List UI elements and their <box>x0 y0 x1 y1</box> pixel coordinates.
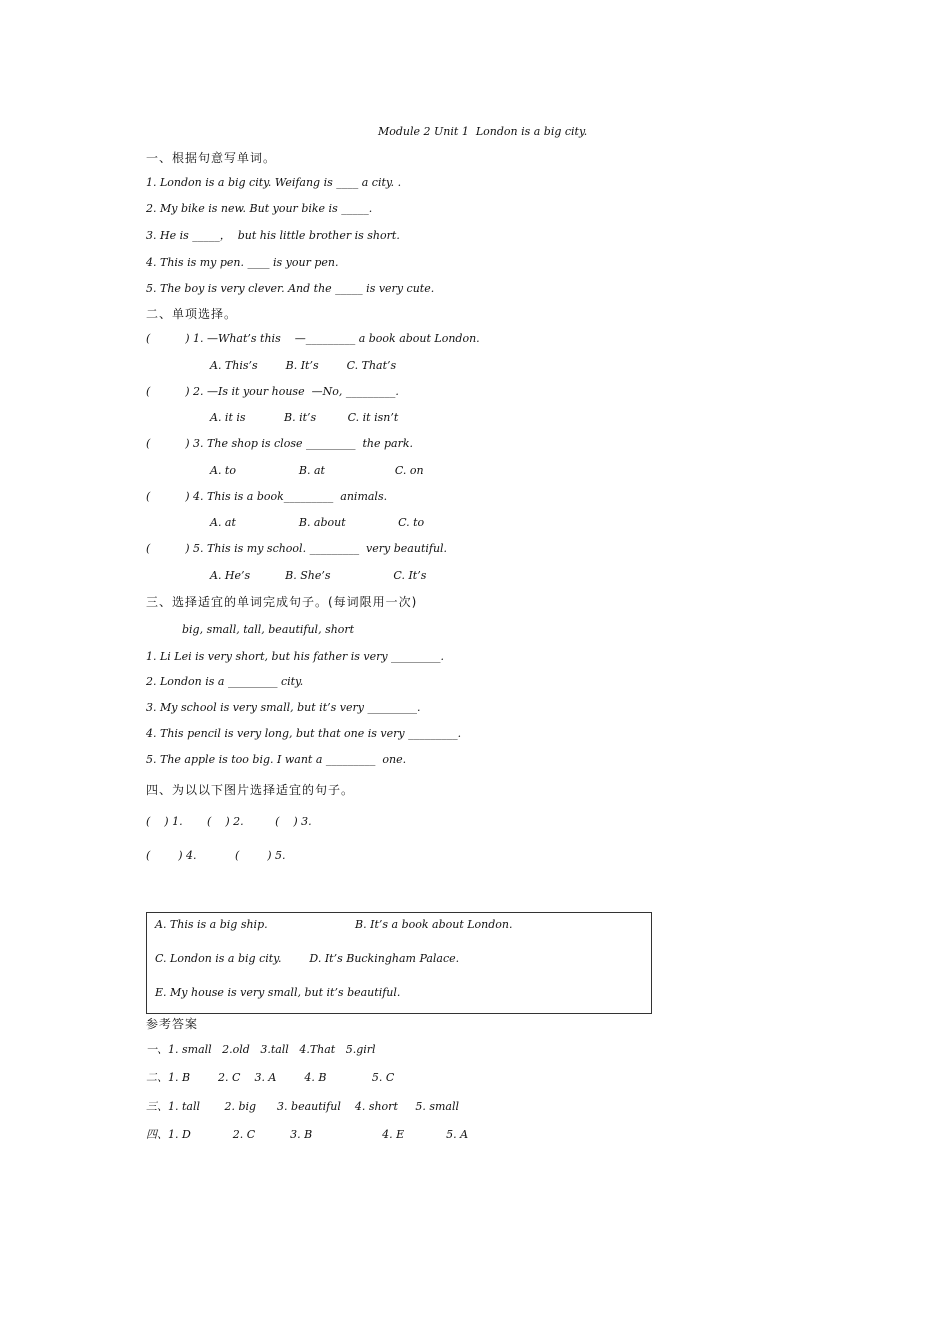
section1-item: 3. He is _____， but his little brother is short. <box>146 229 400 242</box>
answer-blanks-row: ( ) 1. ( ) 2. ( ) 3. <box>146 815 312 828</box>
answer-row: 三、1. tall 2. big 3. beautiful 4. short 5. small <box>146 1100 460 1113</box>
question-options: A. it is B. it’s C. it isn’t <box>210 411 399 424</box>
question-options: A. at B. about C. to <box>210 516 425 529</box>
question-line: ( ) 5. This is my school. _________ very beautiful. <box>146 542 448 555</box>
option-line: A. This is a big ship. B. It’s a book about London. <box>155 918 513 931</box>
option-line: C. London is a big city. D. It’s Buckingham Palace. <box>155 952 460 965</box>
word-bank: big, small, tall, beautiful, short <box>182 623 355 636</box>
answer-row: 四、1. D 2. C 3. B 4. E 5. A <box>146 1128 469 1141</box>
section3-item: 5. The apple is too big. I want a _________ one. <box>146 753 407 766</box>
answer-row: 二、1. B 2. C 3. A 4. B 5. C <box>146 1071 395 1084</box>
question-line: ( ) 1. —What’s this —_________ a book about London. <box>146 332 480 345</box>
section3-item: 3. My school is very small, but it’s very _________. <box>146 701 421 714</box>
section4-heading: 四、为以以下图片选择适宜的句子。 <box>146 783 355 797</box>
section1-heading: 一、根据句意写单词。 <box>146 151 277 165</box>
section3-item: 4. This pencil is very long, but that one is very _________. <box>146 727 462 740</box>
option-line: E. My house is very small, but it’s beautiful. <box>155 986 401 999</box>
question-line: ( ) 3. The shop is close _________ the park. <box>146 437 413 450</box>
section1-item: 4. This is my pen. ____ is your pen. <box>146 256 339 269</box>
question-line: ( ) 4. This is a book_________ animals. <box>146 490 388 503</box>
section1-item: 2. My bike is new. But your bike is _____. <box>146 202 373 215</box>
question-options: A. He’s B. She’s C. It’s <box>210 569 427 582</box>
question-options: A. This’s B. It’s C. That’s <box>210 359 397 372</box>
question-options: A. to B. at C. on <box>210 464 424 477</box>
section3-item: 1. Li Lei is very short, but his father is very _________. <box>146 650 445 663</box>
page-title: Module 2 Unit 1 London is a big city. <box>378 125 588 138</box>
section1-item: 5. The boy is very clever. And the _____ is very cute. <box>146 282 435 295</box>
answers-heading: 参考答案 <box>146 1017 199 1031</box>
question-line: ( ) 2. —Is it your house —No, _________. <box>146 385 399 398</box>
answer-row: 一、1. small 2.old 3.tall 4.That 5.girl <box>146 1043 376 1056</box>
section1-item: 1. London is a big city. Weifang is ____ a city. . <box>146 176 402 189</box>
section3-item: 2. London is a _________ city. <box>146 675 304 688</box>
answer-blanks-row: ( ) 4. ( ) 5. <box>146 849 286 862</box>
section2-heading: 二、单项选择。 <box>146 307 238 321</box>
section3-heading: 三、选择适宜的单词完成句子。(每词限用一次) <box>146 595 418 609</box>
